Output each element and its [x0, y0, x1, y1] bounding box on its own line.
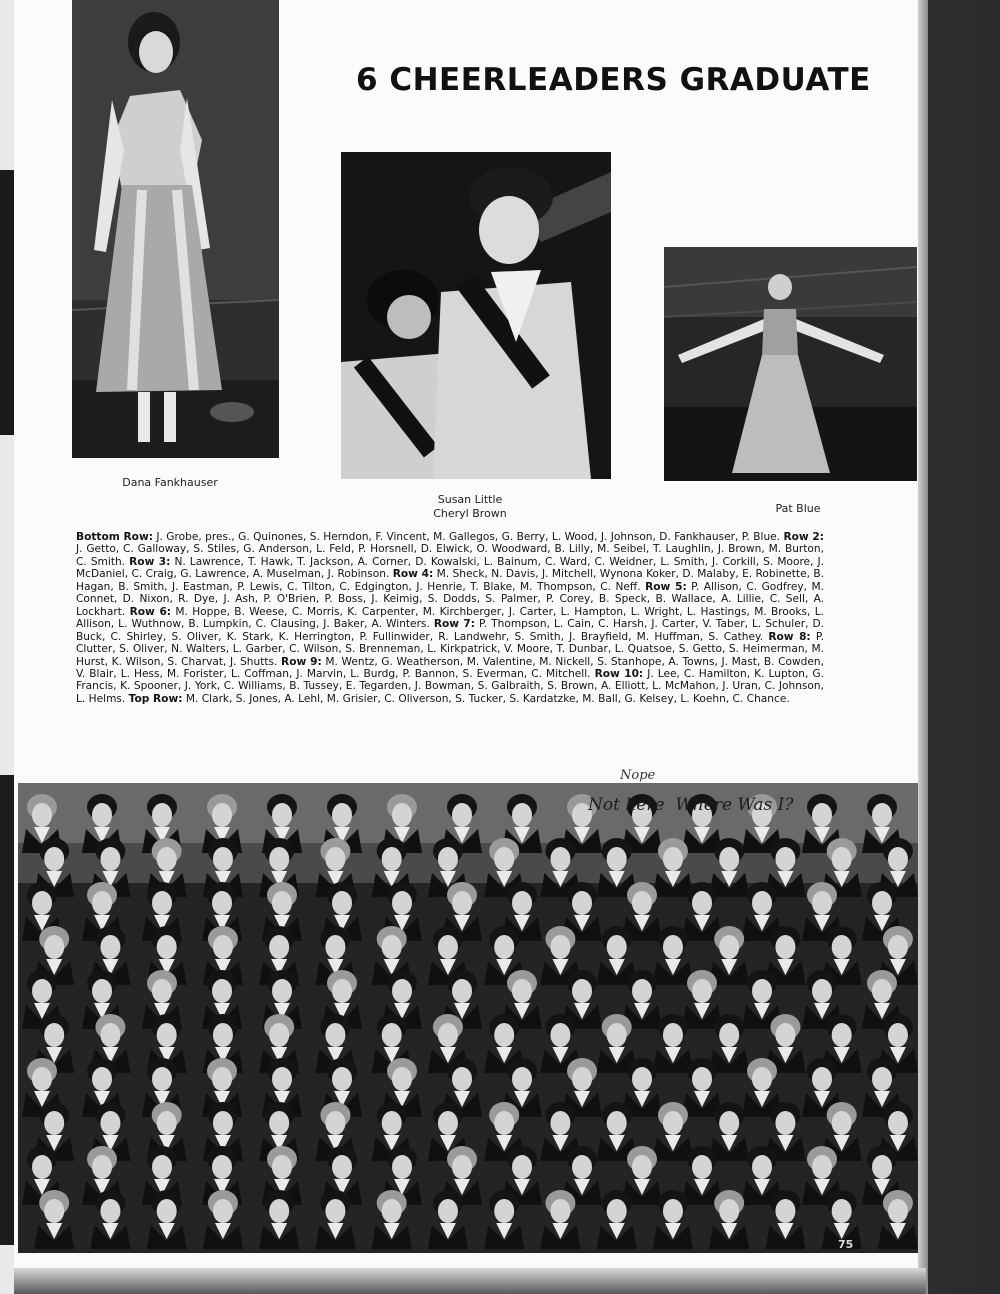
page-number: 75 — [838, 1238, 854, 1251]
roster-names: J. Lee, C. Hamilton, K. Lupton, G. Francis, K. Spooner, J. York, C. Williams, B. Tussey, E. Tegarden, J. Bowman, S. Galbraith, S. Brown, A. Elliott, L. McMahon, J. Uran, C. Johnson, L. Helms. — [76, 667, 825, 705]
page-stack-edge — [918, 0, 928, 1294]
group-photo — [18, 783, 918, 1253]
page-title: 6 CHEERLEADERS GRADUATE — [356, 62, 871, 98]
roster-label: Row 10: — [594, 667, 644, 680]
photo-susan-little-cheryl-brown — [341, 152, 611, 479]
caption-pat-blue: Pat Blue — [775, 502, 821, 515]
roster-names: J. Grobe, pres., G. Quinones, S. Herndon, F. Vincent, M. Gallegos, G. Berry, L. Wood, J. Johnson, D. Fankhauser, P. Blue. — [156, 531, 781, 543]
caption-susan-little-cheryl-brown — [400, 493, 540, 521]
roster-label: Bottom Row: — [76, 531, 153, 543]
roster-names: P. Clutter, S. Oliver, N. Walters, L. Garber, C. Wilson, S. Brenneman, L. Kirkpatrick, V. Moore, T. Dunbar, L. Quatsoe, S. Getto, S. Heimerman, M. Hurst, K. Wilson, S. Charvat, J. Shutts. — [76, 630, 824, 668]
roster-label: Row 7: — [433, 618, 476, 631]
page-bottom-edge — [14, 1268, 926, 1294]
caption-susan-little: Susan Little — [437, 493, 503, 506]
roster-names: M. Wentz, G. Weatherson, M. Valentine, M. Nickell, S. Stanhope, A. Towns, J. Mast, B. Cowden, V. Blair, L. Hess, M. Forister, L. Coffman, J. Marvin, L. Burdg, P. Bannon, S. Everman, C. Mitchell. — [76, 655, 824, 680]
caption-cheryl-brown: Cheryl Brown — [433, 507, 507, 520]
roster-label: Row 6: — [129, 605, 172, 618]
roster-names: M. Clark, S. Jones, A. Lehl, M. Grisier, C. Oliverson, S. Tucker, S. Kardatzke, M. Ball, G. Kelsey, L. Koehn, C. Chance. — [185, 692, 790, 705]
roster-label: Row 9: — [281, 655, 322, 668]
photo-dana-fankhauser — [72, 0, 279, 458]
group-photo-image — [18, 783, 918, 1253]
roster-names: M. Hoppe, B. Weese, C. Morris, K. Carpenter, M. Kirchberger, J. Carter, L. Hampton, L. Wright, L. Hastings, M. Brooks, L. Allison, L. Wuthnow, B. Lumpkin, C. Clausing, J. Baker, A. Winters. — [76, 605, 824, 631]
photo-pat-blue — [664, 247, 917, 481]
roster-label: Row 2: — [783, 531, 824, 543]
roster-label: Row 8: — [768, 630, 811, 643]
caption-dana-fankhauser: Dana Fankhauser — [122, 476, 218, 489]
handwritten-note-where-was-i: Not here Where Was I? — [588, 795, 794, 815]
roster-label: Top Row: — [128, 692, 183, 705]
roster-names: P. Thompson, L. Cain, C. Harsh, J. Carter, V. Taber, L. Schuler, D. Buck, C. Shirley, S. Oliver, K. Stark, K. Herrington, P. Fullinwider, R. Landwehr, S. Smith, J. Brayfield, M. Huffman, S. Cathey. — [76, 618, 824, 643]
roster-names: J. Getto, C. Galloway, S. Stiles, G. Anderson, L. Feld, P. Horsnell, D. Elwick, O. Woodward, B. Lilly, M. Seibel, T. Laughlin, J. Brown, M. Burton, C. Smith. — [76, 543, 824, 568]
roster-names: M. Sheck, N. Davis, J. Mitchell, Wynona Koker, D. Malaby, E. Robinette, B. Hagan, B. Smith, J. Eastman, P. Lewis, C. Tilton, C. Edgington, J. Henrie, T. Blake, M. Thompson, C. Neff. — [76, 568, 825, 593]
roster-label: Row 4: — [392, 568, 434, 581]
roster-names: N. Lawrence, T. Hawk, T. Jackson, A. Corner, D. Kowalski, L. Bainum, C. Ward, C. Weidner, L. Smith, J. Corkill, S. Moore, J. McDaniel, C. Craig, G. Lawrence, A. Muselman, J. Robinson. — [76, 555, 825, 581]
roster-label: Row 3: — [129, 555, 171, 568]
handwritten-note-nope: Nope — [620, 768, 656, 783]
roster-label: Row 5: — [645, 580, 687, 593]
roster-text — [76, 531, 824, 705]
roster-names: P. Allison, C. Godfrey, M. Connet, D. Nixon, R. Dye, J. Ash, P. O'Brien, P. Boss, J. Keimig, S. Dodds, S. Palmer, P. Corey, B. Speck, B. Wallace, A. Lillie, C. Sell, A. Lockhart. — [76, 580, 824, 618]
